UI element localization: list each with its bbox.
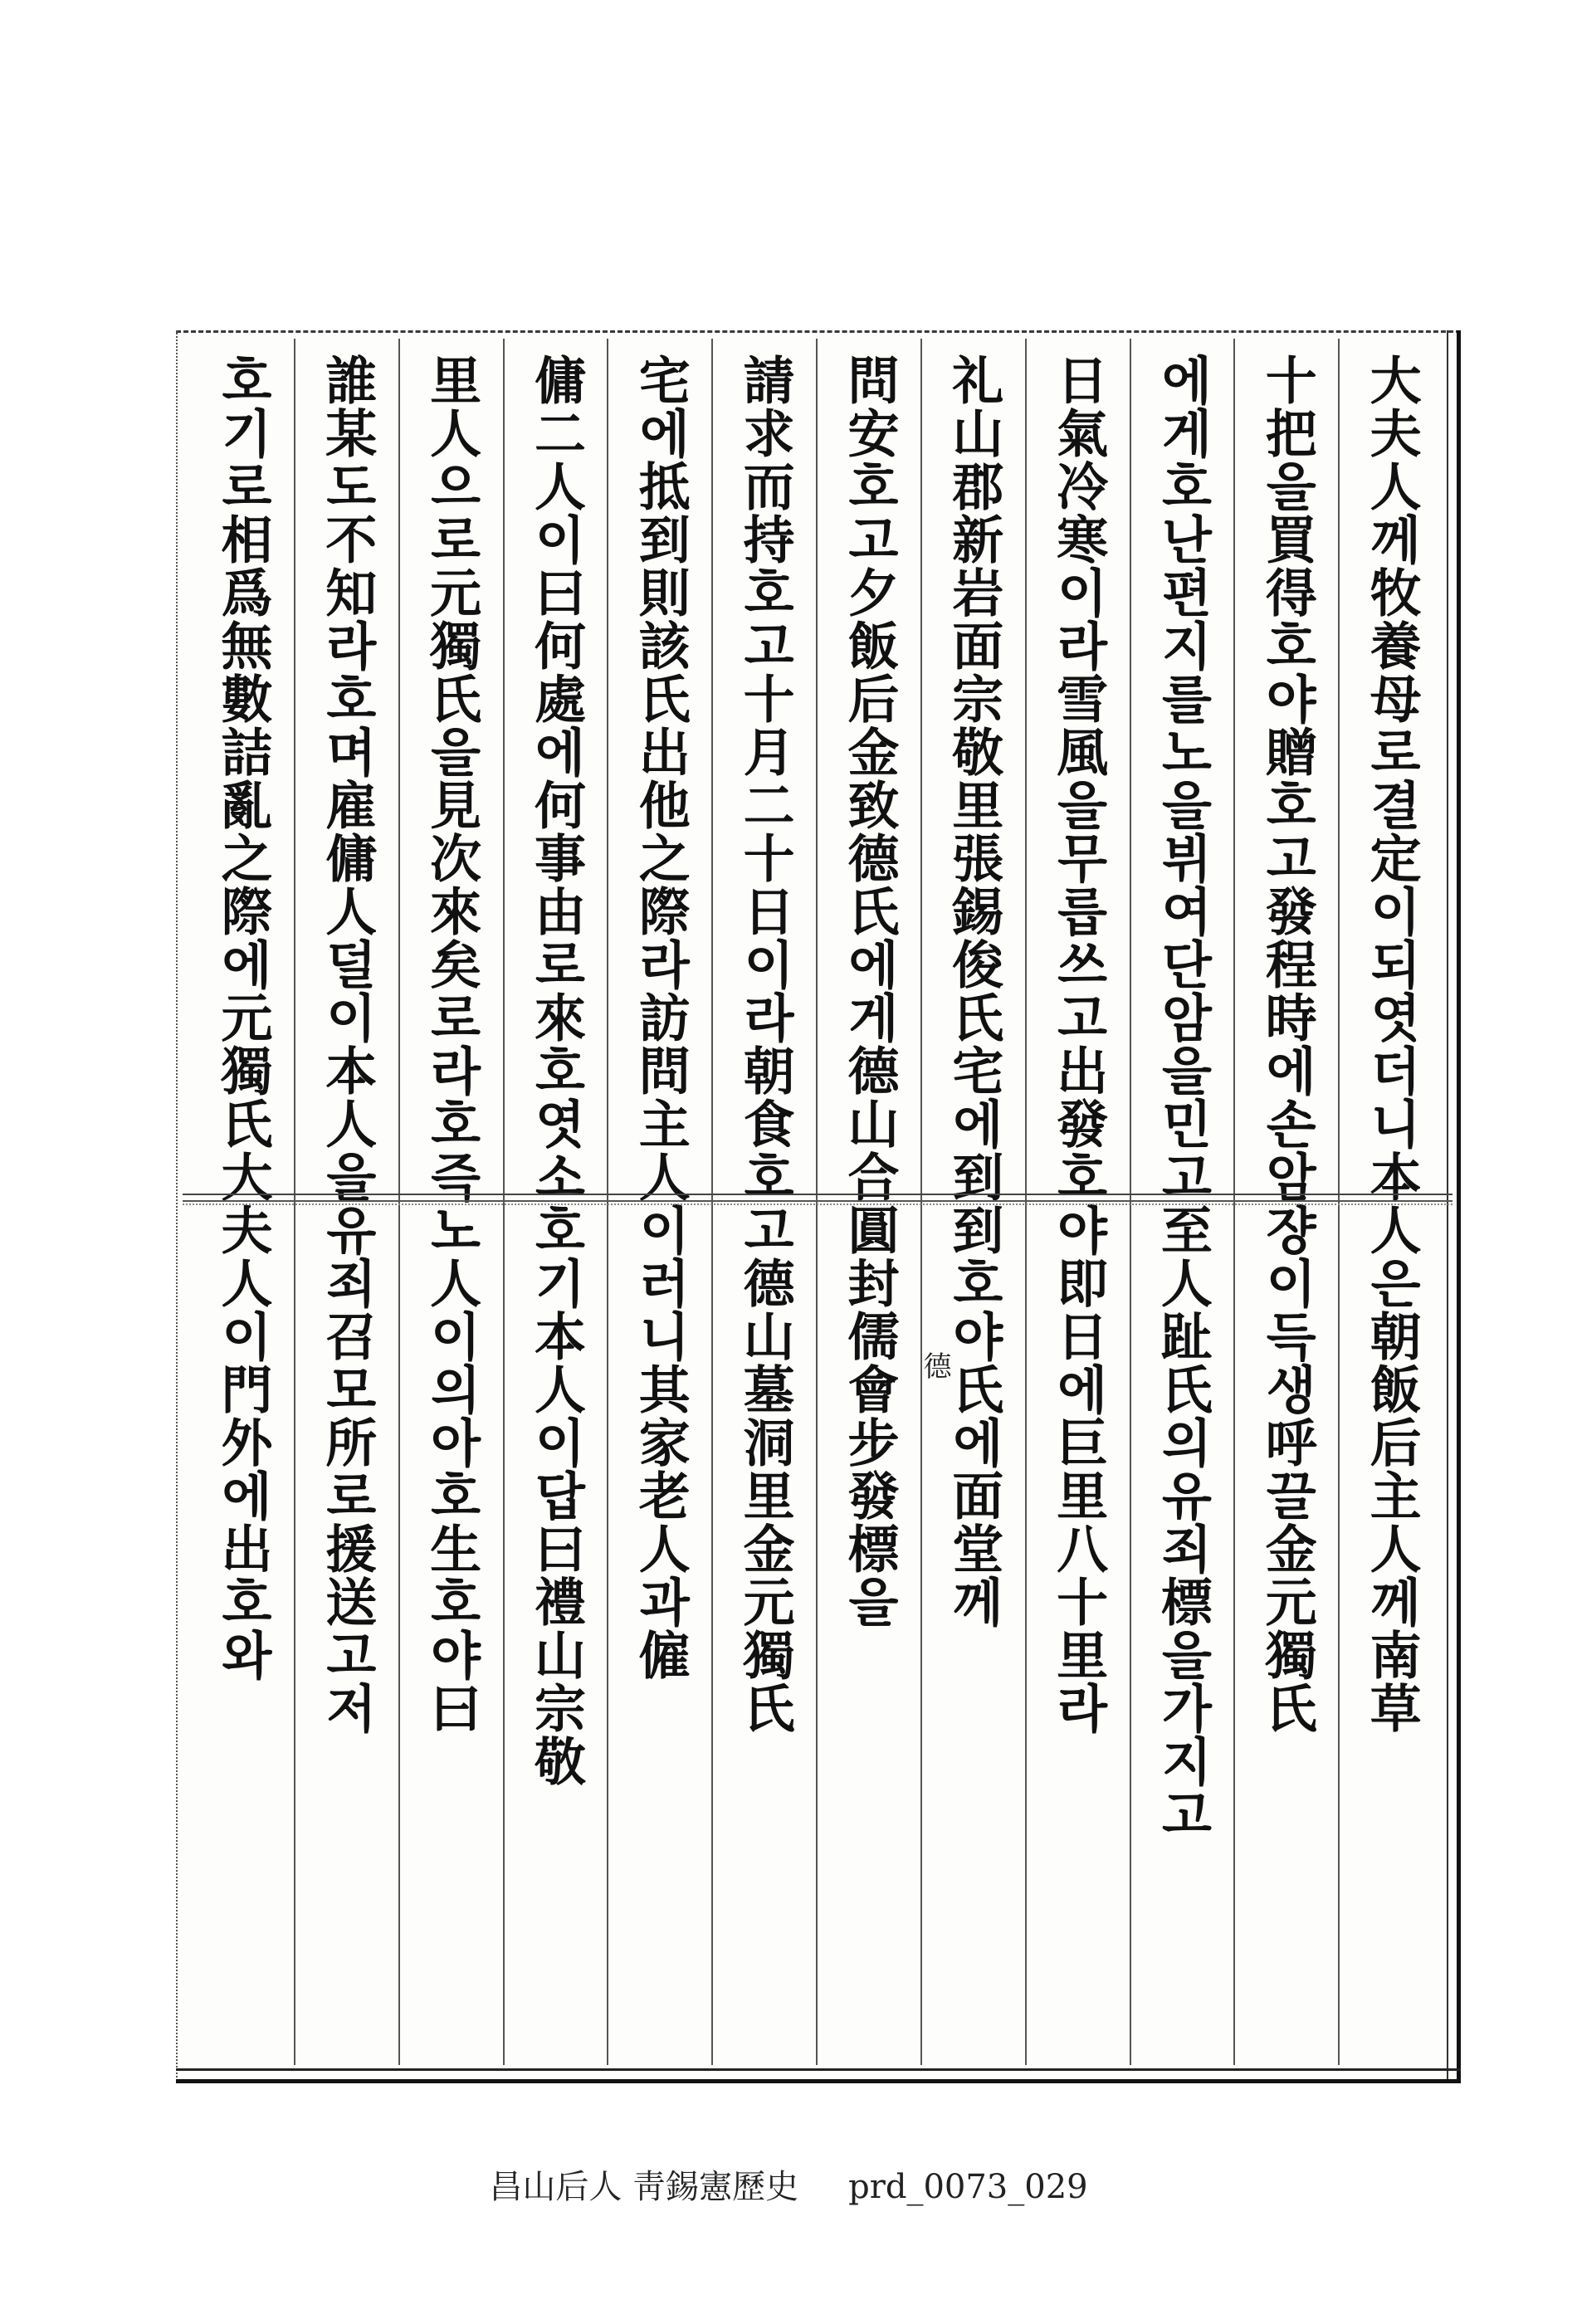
frame-top-border	[176, 330, 1461, 333]
footer-title: 昌山后人 靑錫憲歷史	[489, 2168, 799, 2206]
column-text: 請求而持호고十月二十日이라朝食호고德山墓洞里金元獨氏	[735, 354, 796, 1735]
frame-right-border	[1447, 330, 1461, 2083]
text-column	[191, 339, 294, 2065]
page-footer	[0, 2160, 1577, 2210]
column-text: 礼山郡新岩面宗敬里張錫俊氏宅에到到호야氏에面堂께	[943, 354, 1004, 1628]
fold-crease-speckle	[183, 1204, 1452, 1205]
column-text: 十把을買得호야贈호고發程時에손암쟝이득생呼끌金元獨氏	[1257, 354, 1318, 1735]
text-column	[398, 339, 503, 2065]
text-column	[607, 339, 711, 2065]
text-column	[1338, 339, 1443, 2065]
column-text: 里人으로元獨氏을見次來矣로라호즉노人이의아호生호야曰	[421, 354, 482, 1735]
footer-page-code: prd_0073_029	[848, 2168, 1088, 2206]
margin-annotation: 德	[918, 1351, 951, 1379]
column-text: 誰某도不知라호며雇傭人덜이本人을유죄召모所로援送고저	[316, 354, 378, 1735]
column-text: 호기로相爲無數詰亂之際에元獨氏大夫人이門外에出호와	[212, 354, 273, 1682]
column-text: 에게호난편지를노을뷔여단암을민고至人趾氏의유죄標을가지고	[1152, 354, 1213, 1841]
text-columns	[191, 339, 1443, 2065]
text-column	[1130, 339, 1234, 2065]
text-column	[920, 339, 1025, 2065]
text-column	[294, 339, 398, 2065]
column-text: 大夫人께牧養母로결定이되엿더니本人은朝飯后主人께南草	[1361, 354, 1423, 1735]
fold-crease	[183, 1194, 1452, 1202]
column-text: 日氣冷寒이라雪風을무릅쓰고出發호야即日에巨里八十里라	[1047, 354, 1109, 1735]
column-text: 宅에抵到則該氏出他之際라訪問主人이러니其家老人과僱	[630, 354, 691, 1682]
text-column	[816, 339, 920, 2065]
column-text: 問安호고夕飯后金致德氏에게德山合圓封儒會步發標을	[838, 354, 900, 1628]
text-column	[711, 339, 816, 2065]
manuscript-sheet	[176, 330, 1461, 2083]
text-column	[1025, 339, 1130, 2065]
column-text: 傭二人이曰何處에何事由로來호엿소호기本人이답曰禮山宗敬	[525, 354, 587, 1788]
text-column	[1233, 339, 1338, 2065]
text-column	[503, 339, 608, 2065]
frame-bottom-border	[176, 2068, 1461, 2083]
frame-left-border	[176, 330, 178, 2083]
